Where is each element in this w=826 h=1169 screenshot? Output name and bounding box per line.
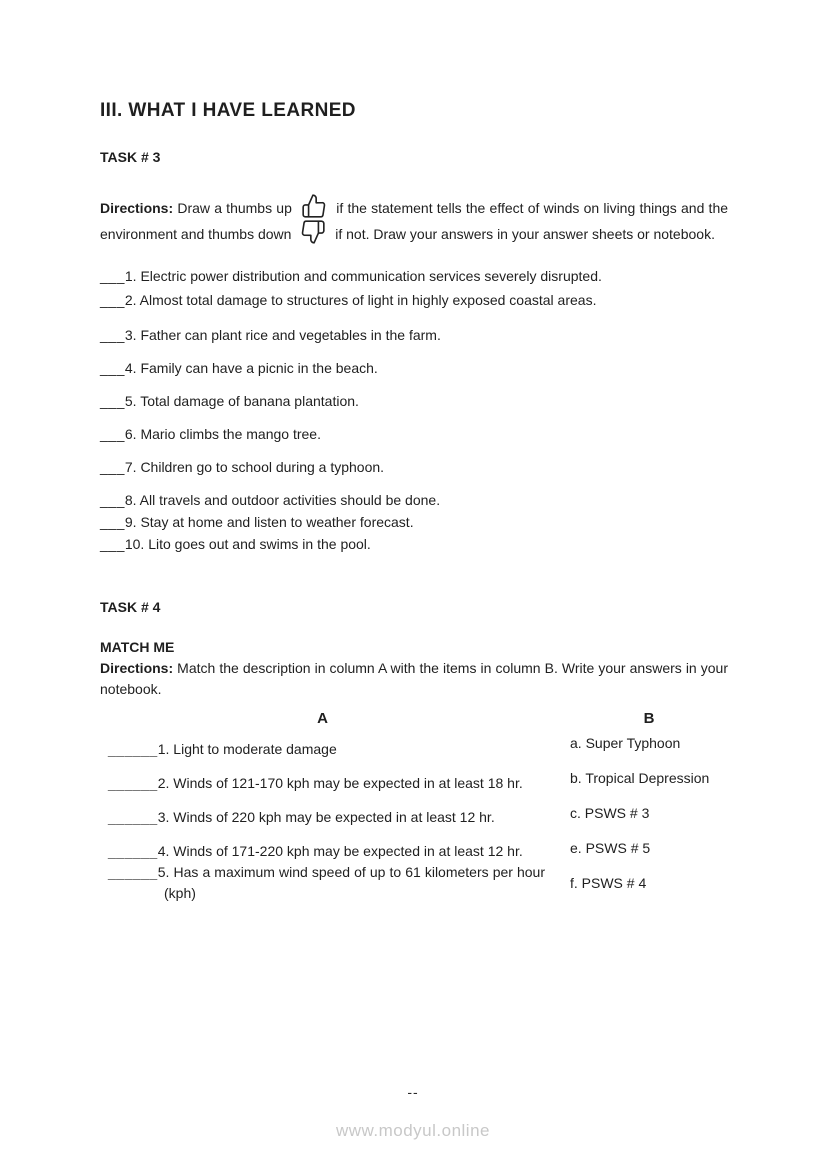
answer-blank: ___ [100,327,125,343]
answer-blank: ___ [100,514,125,530]
answer-blank: ______ [108,809,158,825]
match-me-heading: MATCH ME [100,639,175,655]
page-number: -- [407,1084,419,1100]
column-a [100,739,545,904]
item-text: Father can plant rice and vegetables in the farm. [140,327,441,343]
match-item-3 [100,807,545,828]
match-item-1 [100,739,545,760]
statement-item-2 [100,290,728,311]
item-text: Children go to school during a typhoon. [140,459,385,475]
statement-item-7 [100,457,728,478]
option-item-f [570,873,728,894]
item-text: Lito goes out and swims in the pool. [148,536,371,552]
item-number: 5. [124,393,137,409]
option-text: Super Typhoon [585,735,681,751]
match-item-2 [100,773,545,794]
item-text: Has a maximum wind speed of up to 61 kilometers per hour (kph) [164,864,546,901]
task3-section [100,149,728,555]
option-letter: b. [570,770,582,786]
answer-blank: ___ [100,459,125,475]
item-number: 2. [124,292,137,308]
thumbs-up-icon [300,193,328,219]
answer-blank: ___ [100,536,125,552]
option-text: PSWS # 5 [585,840,651,856]
statement-item-5 [100,391,728,412]
column-b [545,735,728,914]
task3-heading: TASK # 3 [100,149,161,165]
option-item-c [570,803,728,824]
item-number: 1. [157,741,170,757]
column-b-header: B [643,710,655,727]
item-text: All travels and outdoor activities should be done. [139,492,441,508]
match-item-5 [100,862,545,904]
directions-text-2: if the statement tells the effect of winds on living things and the environment and thumbs down [100,200,729,242]
item-number: 5. [157,864,170,880]
item-number: 9. [124,514,137,530]
option-text: PSWS # 4 [581,875,647,891]
answer-blank: ___ [100,393,125,409]
statement-item-8 [100,490,728,511]
item-text: Total damage of banana plantation. [140,393,359,409]
option-item-a [570,733,728,754]
item-text: Family can have a picnic in the beach. [140,360,378,376]
item-number: 8. [124,492,137,508]
directions-label: Directions: [100,660,174,676]
item-text: Light to moderate damage [173,741,337,757]
match-item-4 [100,841,545,862]
answer-blank: ______ [108,775,158,791]
directions-text: Match the description in column A with the items in column B. Write your answers in your notebook. [100,660,728,697]
option-letter: e. [570,840,582,856]
task4-directions [100,658,728,700]
answer-blank: ______ [108,741,158,757]
item-number: 7. [124,459,137,475]
item-number: 10. [124,536,145,552]
answer-blank: ___ [100,492,125,508]
item-text: Winds of 171-220 kph may be expected in at least 12 hr. [173,843,523,859]
task3-directions [100,193,728,245]
answer-blank: ___ [100,426,125,442]
statement-item-6 [100,424,728,445]
match-columns [100,735,728,914]
answer-blank: ___ [100,360,125,376]
option-text: Tropical Depression [585,770,710,786]
item-text: Mario climbs the mango tree. [140,426,321,442]
option-letter: a. [570,735,582,751]
column-a-header: A [317,710,328,727]
watermark: www.modyul.online [335,1121,490,1140]
answer-blank: ___ [100,292,125,308]
page-title: III. WHAT I HAVE LEARNED [100,100,356,121]
directions-text-3: if not. Draw your answers in your answer sheets or notebook. [335,226,715,242]
thumbs-down-icon [299,219,327,245]
option-item-e [570,838,728,859]
option-item-b [570,768,728,789]
option-letter: c. [570,805,581,821]
item-number: 6. [124,426,137,442]
statement-item-1 [100,266,728,287]
item-number: 4. [124,360,137,376]
statement-item-9 [100,512,728,533]
statement-item-4 [100,358,728,379]
item-number: 4. [157,843,170,859]
statement-item-3 [100,325,728,346]
option-text: PSWS # 3 [584,805,650,821]
item-number: 2. [157,775,170,791]
task4-heading: TASK # 4 [100,599,161,615]
item-text: Almost total damage to structures of light in highly exposed coastal areas. [139,292,597,308]
item-number: 3. [124,327,137,343]
item-text: Winds of 220 kph may be expected in at least 12 hr. [173,809,495,825]
item-text: Electric power distribution and communication services severely disrupted. [140,268,602,284]
directions-label: Directions: [100,200,174,216]
page-content [100,100,728,914]
option-letter: f. [570,875,578,891]
answer-blank: ______ [108,864,158,880]
item-number: 1. [124,268,137,284]
answer-blank: ___ [100,268,125,284]
task4-section [100,599,728,914]
item-text: Winds of 121-170 kph may be expected in at least 18 hr. [173,775,523,791]
answer-blank: ______ [108,843,158,859]
statement-item-10 [100,534,728,555]
item-number: 3. [157,809,170,825]
directions-text-1: Draw a thumbs up [177,200,292,216]
item-text: Stay at home and listen to weather forecast. [140,514,414,530]
